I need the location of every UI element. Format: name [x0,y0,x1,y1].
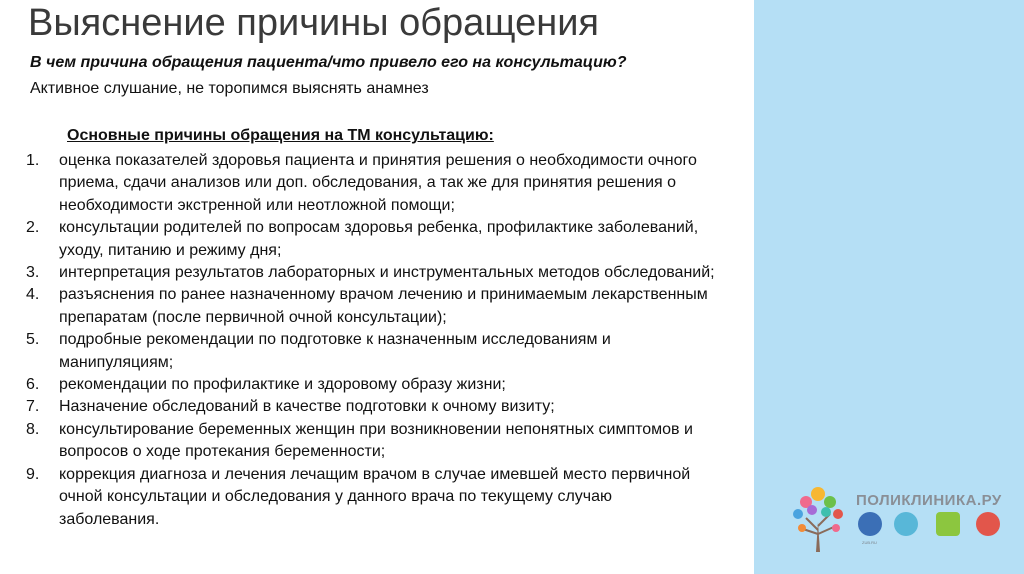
partner-logo-icon [976,512,1000,536]
logo-text: ПОЛИКЛИНИКА.РУ [856,492,1002,509]
slide-title: Выяснение причины обращения [28,2,600,44]
item-text: разъяснения по ранее назначенному врачом лечению и принимаемым лекарственным препаратам (после первичной очной консультации); [59,286,708,326]
list-item [26,419,716,464]
item-number: 2. [26,219,40,237]
item-number: 8. [26,420,40,438]
reasons-list [26,150,716,531]
question-line: В чем причина обращения пациента/что привело его на консультацию? [30,54,627,71]
list-item [26,150,716,217]
item-number: 5. [26,331,40,349]
item-number: 1. [26,152,40,169]
item-text: консультации родителей по вопросам здоровья ребенка, профилактике заболеваний, уходу, питанию и режиму дня; [59,219,699,259]
tree-logo-icon [786,482,850,554]
zub-ru-logo-icon [858,512,882,536]
list-item [26,284,716,329]
item-text: консультирование беременных женщин при возникновении непонятных симптомов и вопросов о ходе протекания беременности; [59,420,693,461]
list-item [26,374,716,396]
list-item [26,217,716,262]
list-item [26,262,716,284]
item-text: оценка показателей здоровья пациента и принятия решения о необходимости очного приема, сдачи анализов или доп. обследования, а так же для принятия решения о необходимости экстренной или неотложной помощи; [59,152,697,214]
item-text: коррекция диагноза и лечения лечащим врачом в случае имевшей место первичной очной консультации и обследования у данного врача по текущему случаю заболевания. [59,465,691,528]
item-number: 7. [26,398,40,416]
list-item [26,464,716,531]
list-item [26,329,716,374]
medkit-logo-icon [936,512,960,536]
item-number: 9. [26,465,40,483]
item-text: подробные рекомендации по подготовке к назначенным исследованиям и манипуляциям; [59,331,611,371]
doctor-logo-icon [894,512,918,536]
list-heading: Основные причины обращения на ТМ консультацию: [67,127,494,144]
subtitle-line: Активное слушание, не торопимся выяснять анамнез [30,80,429,97]
item-text: интерпретация результатов лабораторных и инструментальных методов обследований; [59,264,715,282]
item-number: 4. [26,286,40,304]
list-item [26,396,716,418]
poliklinika-logo [786,482,1016,554]
item-text: рекомендации по профилактике и здоровому образу жизни; [59,376,506,394]
item-text: Назначение обследований в качестве подготовки к очному визиту; [59,398,555,416]
item-number: 6. [26,376,40,394]
item-number: 3. [26,264,40,282]
partner-label: ZUB.RU [862,540,877,545]
